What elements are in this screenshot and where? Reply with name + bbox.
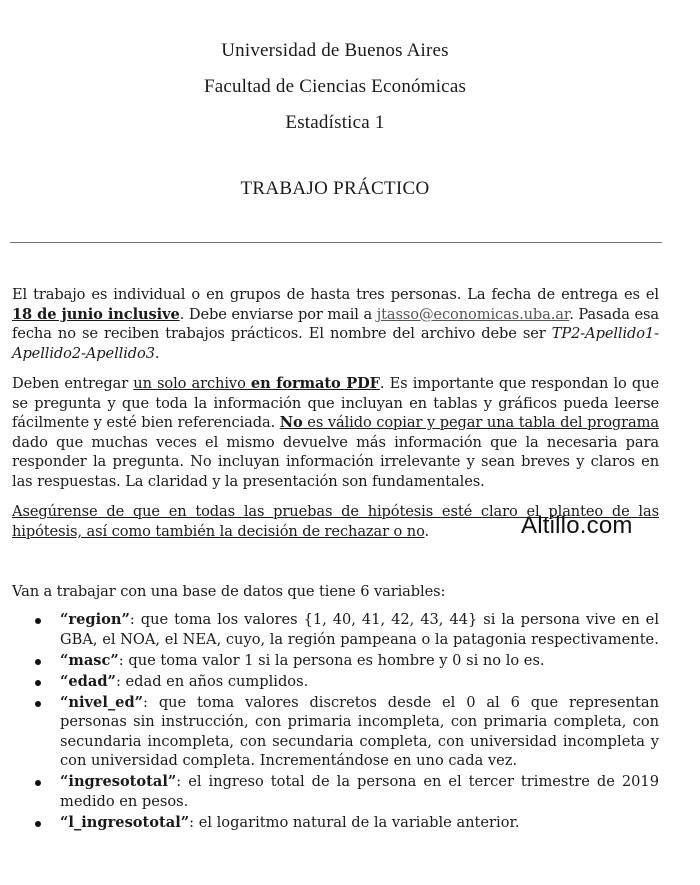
single-file-note: un solo archivo	[133, 375, 251, 392]
variable-name: “edad”	[60, 672, 116, 690]
list-item	[12, 813, 659, 833]
bullet-icon	[35, 821, 41, 827]
paragraph-format-rules	[12, 374, 659, 491]
list-item	[12, 693, 659, 771]
text-span: .	[154, 344, 160, 362]
variable-description: : el ingreso total de la persona en el tercer trimestre de 2019 medido en pesos.	[60, 773, 659, 810]
list-item	[12, 610, 659, 649]
variable-name: “masc”	[60, 651, 119, 669]
variables-list	[12, 610, 659, 834]
document-title: TRABAJO PRÁCTICO	[240, 178, 430, 199]
variable-description: : que toma los valores {1, 40, 41, 42, 43, 44} si la persona vive en el GBA, el NOA, el NEA, cuyo, la región pampeana o la patagonia respectivamente.	[60, 611, 659, 648]
paragraph-delivery-info	[12, 285, 659, 363]
variable-description: : edad en años cumplidos.	[115, 672, 309, 690]
variable-name: “ingresototal”	[60, 773, 177, 790]
university-name: Universidad de Buenos Aires	[221, 40, 449, 61]
bullet-icon	[35, 701, 41, 707]
bullet-icon	[35, 680, 41, 686]
hypothesis-warning: Asegúrense de que en todas las pruebas de hipótesis esté claro el planteo de las hipótesis, así como también la decisión de rechazar o no	[12, 503, 659, 540]
no-emphasis: No	[279, 414, 303, 431]
text-span: Deben entregar	[12, 375, 134, 392]
text-span: . Debe enviarse por mail a	[179, 305, 377, 323]
variable-name: “nivel_ed”	[60, 693, 144, 711]
text-span: . Es importante que respondan lo que se pregunta y que toda la información que incluyan en tablas y gráficos pueda leerse fácilmente y esté bien referenciada.	[12, 375, 659, 431]
text-span: .	[424, 522, 430, 540]
copy-paste-warning: es válido copiar y pegar una tabla del programa	[302, 414, 659, 431]
variable-name: “region”	[60, 611, 130, 628]
bullet-icon	[35, 659, 41, 665]
pdf-format-note: en formato PDF	[250, 375, 380, 392]
variable-description: : que toma valor 1 si la persona es hombre y 0 si no lo es.	[118, 651, 545, 669]
text-span: . Pasada esa fecha no se reciben trabajos prácticos. El nombre del archivo debe ser	[12, 305, 659, 342]
list-item	[12, 672, 659, 692]
text-span: dado que muchas veces el mismo devuelve más información que la necesaria para responder la pregunta. No incluyan información irrelevante y sean breves y claros en las respuestas. La claridad y la presentación son fundamentales.	[12, 433, 659, 490]
email-link[interactable]: jtasso@economicas.uba.ar	[376, 305, 570, 323]
variable-description: : el logaritmo natural de la variable anterior.	[189, 813, 520, 831]
variable-description: : que toma valores discretos desde el 0 al 6 que representan personas sin instrucción, con primaria incompleta, con primaria completa, con secundaria incompleta, con secundaria completa, con universidad incompleta y con universidad completa. Incrementándose en uno cada vez.	[60, 693, 659, 769]
list-item	[12, 651, 659, 671]
file-name-format: TP2-Apellido1-Apellido2-Apellido3	[12, 325, 659, 362]
text-span: El trabajo es individual o en grupos de hasta tres personas. La fecha de entrega es el	[12, 286, 659, 303]
bullet-icon	[35, 780, 41, 786]
horizontal-divider	[10, 242, 662, 243]
course-name: Estadística 1	[285, 112, 385, 133]
list-item	[12, 772, 659, 811]
document-header	[0, 33, 670, 141]
bullet-icon	[35, 618, 41, 624]
watermark-logo: Altillo.com	[521, 512, 633, 539]
faculty-name: Facultad de Ciencias Económicas	[203, 76, 467, 97]
deadline-date: 18 de junio inclusive	[12, 305, 180, 323]
paragraph-variables-intro: Van a trabajar con una base de datos que tiene 6 variables:	[12, 583, 446, 600]
variable-name: “l_ingresototal”	[60, 813, 190, 831]
